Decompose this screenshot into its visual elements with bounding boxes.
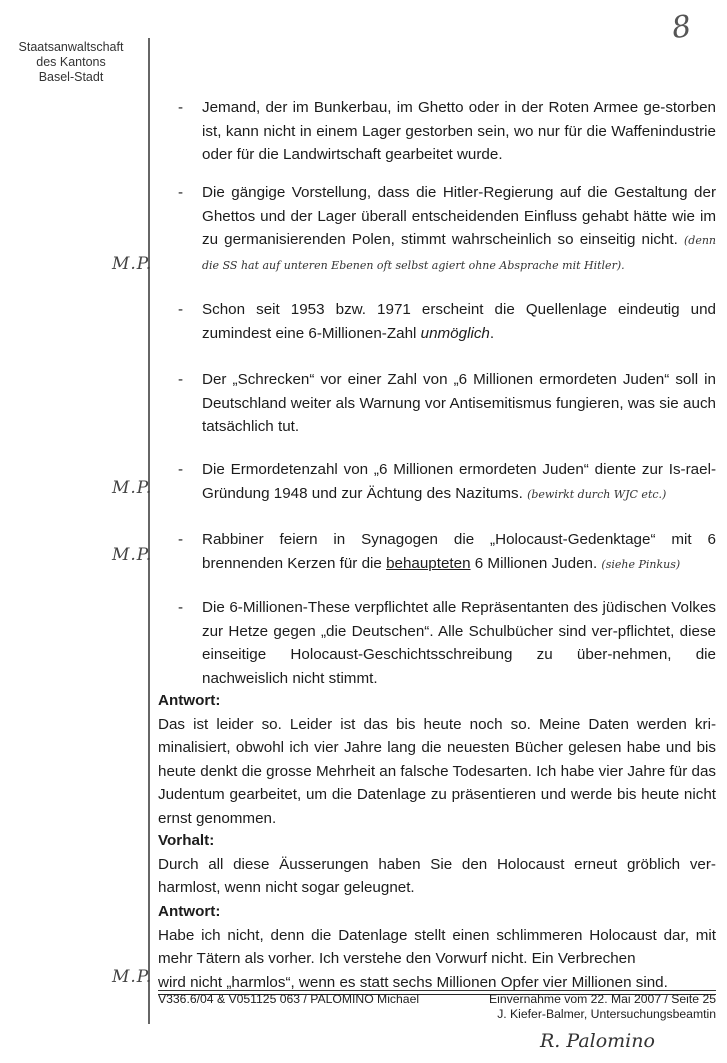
bullet-text: Rabbiner feiern in Synagogen die „Holocaust-Gedenktage“ mit 6 brennenden Kerzen für die [202,531,716,572]
bullet-dash: - [178,461,184,478]
bullet-text: Schon seit 1953 bzw. 1971 erscheint die Quellenlage eindeutig und zumindest eine 6-Millionen-Zahl [202,301,716,342]
bullet-dash: - [178,599,184,616]
hearing-info: Einvernahme vom 22. Mai 2007 / Seite 25 [489,992,716,1006]
bullet-item [158,368,716,439]
handwritten-page-number: 8 [669,8,694,47]
bullet-item [158,96,716,167]
bullet-text: Die 6-Millionen-These verpflichtet alle Repräsentanten des jüdischen Volkes zur Hetze gegen „die Deutschen“. Alle Schulbücher sind ver-pflichtet, diese einseitige Holocaust-Geschichtsschreibung zu über-nehmen, die nachweislich nicht stimmt. [202,599,716,687]
case-reference: V336.6/04 & V051125 063 / PALOMINO Michael [158,992,420,1006]
bullet-text: Die Ermordetenzahl von „6 Millionen ermordeten Juden“ diente zur Is-rael-Gründung 1948 und zur Ächtung des Nazitums. [202,461,716,502]
bullet-text: Der „Schrecken“ vor einer Zahl von „6 Millionen ermordeten Juden“ soll in Deutschland weiter als Warnung vor Antisemitismus fungieren, was sie auch tatsächlich tut. [202,371,716,435]
bullet-text: Die gängige Vorstellung, dass die Hitler-Regierung auf die Gestaltung der Ghettos und der Lager überall entscheidenden Einfluss gehabt hätte wie im zu germanisierenden Polen, stimmt wahrscheinlich so einseitig nicht. [202,184,716,248]
agency-line: Basel-Stadt [38,70,104,84]
officer-name: J. Kiefer-Balmer, Untersuchungsbeamtin [497,1007,716,1021]
section-label: Antwort: [158,692,221,709]
agency-line: des Kantons [36,55,106,69]
bullet-item [158,181,716,277]
answer-text: Habe ich nicht, denn die Datenlage stellt einen schlimmeren Holocaust dar, mit mehr Tätern als vorher. Ich verstehe den Vorwurf nicht. Ein Verbrechen [158,926,716,967]
margin-initials: M.P. [112,254,153,274]
margin-initials: M.P. [112,967,153,987]
signature: R. Palomino [540,1030,655,1052]
answer-last-line: wird nicht „harmlos“, wenn es statt sechs Millionen Opfer vier Millionen sind. [158,971,716,996]
bullet-item [158,458,716,506]
agency-line: Staatsanwaltschaft [18,40,124,54]
handwritten-note: (bewirkt durch WJC etc.) [527,487,667,501]
bullet-dash: - [178,371,184,388]
margin-divider [148,38,150,1024]
answer-text: Das ist leider so. Leider ist das bis heute noch so. Meine Daten werden kri-minalisiert, obwohl ich vier Jahre lang die neuesten Bücher gelesen habe und bis heute denkt die grosse Mehrheit an falsche Todesarten. Ich habe vier Jahre für das Judentum gearbeitet, um die Datenlage zu präsentieren und werde bis heute nicht ernst genommen. [158,715,716,827]
bullet-dash: - [178,184,184,201]
handwritten-note: (denn die SS hat auf unteren Ebenen oft selbst agiert ohne Absprache mit Hitler). [202,234,716,272]
italic-emphasis: unmöglich [420,324,490,342]
section-label: Antwort: [158,903,221,920]
bullet-dash: - [178,301,184,318]
bullet-text: Jemand, der im Bunkerbau, im Ghetto oder in der Roten Armee ge-storben ist, kann nicht in einem Lager gestorben sein, wo nur für die Waffenindustrie oder für die Landwirtschaft gearbeitet wurde. [202,99,716,163]
bullet-text: . [489,324,495,342]
page-footer [158,990,716,1022]
section-label: Vorhalt: [158,832,215,849]
margin-initials: M.P. [112,478,153,498]
bullet-item [158,298,716,345]
bullet-item [158,596,716,690]
bullet-item [158,528,716,576]
handwritten-note: (siehe Pinkus) [601,557,681,571]
bullet-text: 6 Millionen Juden. [470,554,598,572]
bullet-dash: - [178,531,184,548]
underlined-word: behaupteten [386,554,471,572]
agency-header [6,40,136,85]
reproach-text: Durch all diese Äusserungen haben Sie den Holocaust erneut gröblich ver-harmlost, wenn nicht sogar geleugnet. [158,855,716,896]
bullet-dash: - [178,99,184,116]
margin-initials: M.P. [112,545,153,565]
